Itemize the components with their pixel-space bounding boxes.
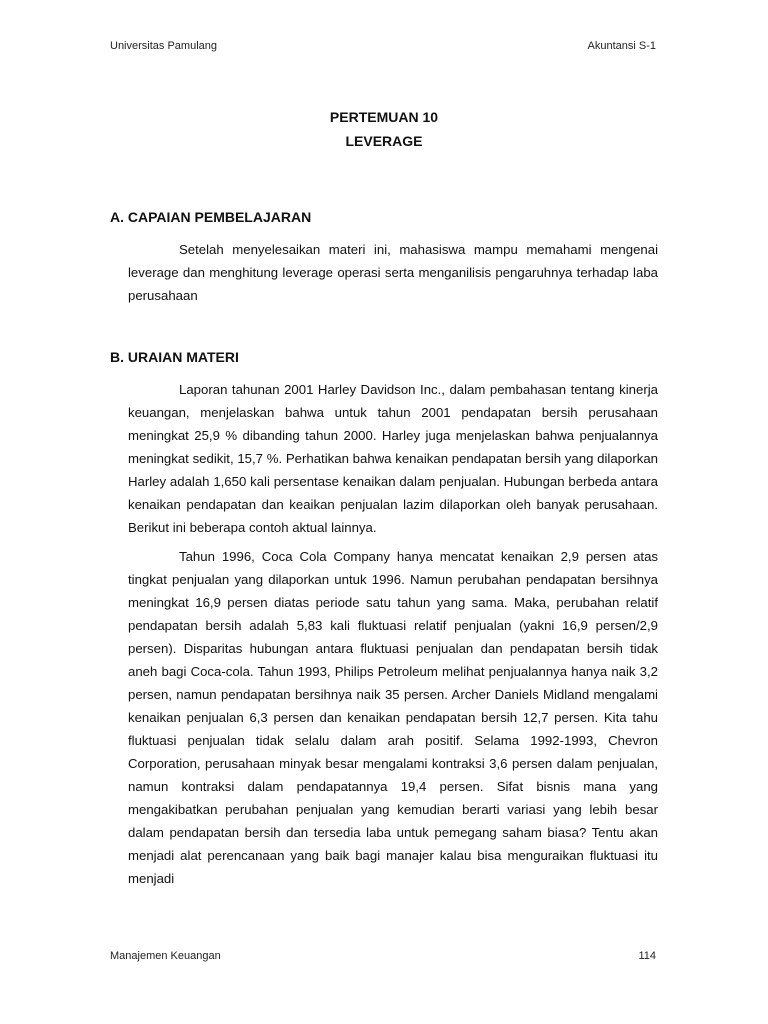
title-topic: LEVERAGE — [345, 133, 423, 149]
header-program: Akuntansi S-1 — [587, 40, 656, 52]
page-footer — [110, 950, 656, 962]
footer-course: Manajemen Keuangan — [110, 950, 221, 962]
title-meeting: PERTEMUAN 10 — [329, 109, 439, 125]
section-b-paragraph: Laporan tahunan 2001 Harley Davidson Inc., dalam pembahasan tentang kinerja keuangan, menjelaskan bahwa untuk tahun 2001 pendapatan bersih perusahaan meningkat 25,9 % dibanding tahun 2000. Harley juga menjelaskan bahwa penjualannya meningkat sedikit, 15,7 %. Perhatikan bahwa kenaikan pendapatan bersih yang dilaporkan Harley adalah 1,650 kali persentase kenaikan dalam penjualan. Hubungan berbeda antara kenaikan pendapatan dan keaikan penjualan lazim dilaporkan oleh banyak perusahaan. Berikut ini beberapa contoh aktual lainnya. — [128, 382, 658, 535]
section-a-paragraph: Setelah menyelesaikan materi ini, mahasiswa mampu memahami mengenai leverage dan menghitung leverage operasi serta menganilisis pengaruhnya terhadap laba perusahaan — [128, 242, 658, 303]
section-a-heading: A. CAPAIAN PEMBELAJARAN — [110, 209, 312, 225]
section-a-content — [110, 238, 658, 307]
header-institution: Universitas Pamulang — [110, 40, 217, 52]
document-title — [0, 105, 768, 153]
section-b-paragraph: Tahun 1996, Coca Cola Company hanya mencatat kenaikan 2,9 persen atas tingkat penjualan yang dilaporkan untuk 1996. Namun perubahan pendapatan bersihnya meningkat 16,9 persen diatas periode satu tahun yang sama. Maka, perubahan relatif pendapatan bersih adalah 5,83 kali fluktuasi relatif penjualan (yakni 16,9 persen/2,9 persen). Disparitas hubungan antara fluktuasi penjualan dan pendapatan bersih tidak aneh bagi Coca-cola. Tahun 1993, Philips Petroleum melihat penjualannya hanya naik 3,2 persen, namun pendapatan bersihnya naik 35 persen. Archer Daniels Midland mengalami kenaikan penjualan 6,3 persen dan kenaikan pendapatan bersih 12,7 persen. Kita tahu fluktuasi penjualan tidak selalu dalam arah positif. Selama 1992-1993, Chevron Corporation, perusahaan minyak besar mengalami kontraksi 3,6 persen dalam penjualan, namun kontraksi dalam pendapatannya 19,4 persen. Sifat bisnis mana yang mengakibatkan perubahan penjualan yang kemudian berarti variasi yang lebih besar dalam pendapatan bersih dan tersedia laba untuk pemegang saham biasa? Tentu akan menjadi alat perencanaan yang baik bagi manajer kalau bisa menguraikan fluktuasi itu menjadi — [128, 549, 658, 886]
page-header — [110, 40, 656, 52]
page-number: 114 — [638, 950, 656, 962]
section-b-heading: B. URAIAN MATERI — [110, 349, 239, 365]
section-b-content — [110, 378, 658, 890]
